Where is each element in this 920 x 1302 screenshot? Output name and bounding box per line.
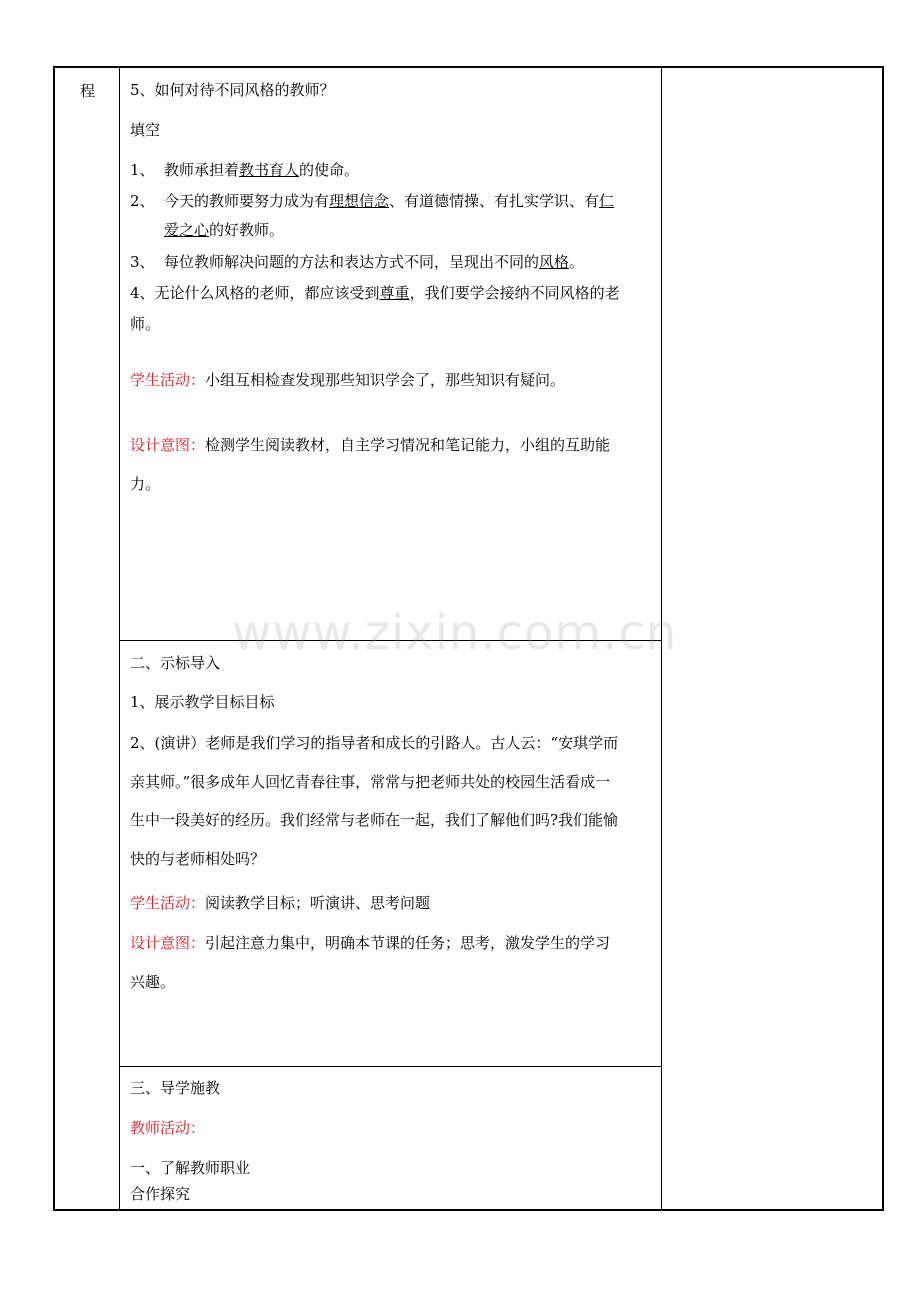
design-intent-1: 设计意图：检测学生阅读教材，自主学习情况和笔记能力，小组的互助能 (130, 436, 611, 454)
section-3-p1: 一、了解教师职业 (130, 1159, 251, 1177)
row-label: 程 (80, 82, 96, 100)
watermark: www.zixin.com.cn (232, 605, 678, 661)
design-intent-2: 设计意图：引起注意力集中，明确本节课的任务；思考，激发学生的学习 (130, 934, 611, 952)
speech-line-2: 亲其师。”很多成年人回忆青春往事，常常与把老师共处的校园生活看成一 (130, 773, 611, 791)
teacher-activity-label: 教师活动： (130, 1119, 206, 1137)
section-2-title: 二、示标导入 (130, 654, 221, 672)
fill-item-2-cont: 爱之心的好教师。 (164, 221, 285, 239)
design-intent-2-cont: 兴趣。 (130, 973, 176, 991)
fill-item-4-cont: 师。 (130, 315, 161, 333)
row-divider-2 (119, 1066, 661, 1067)
speech-line-1: 2、(演讲）老师是我们学习的指导者和成长的引路人。古人云：“安琪学而 (130, 734, 619, 752)
speech-line-3: 生中一段美好的经历。我们经常与老师在一起，我们了解他们吗?我们能愉 (130, 811, 619, 829)
speech-line-4: 快的与老师相处吗？ (130, 850, 266, 868)
student-activity-1: 学生活动：小组互相检查发现那些知识学会了，那些知识有疑问。 (130, 371, 566, 389)
section-3-title: 三、导学施教 (130, 1079, 221, 1097)
section-3-p2: 合作探究 (130, 1185, 191, 1203)
question-5: 5、如何对待不同风格的教师？ (130, 81, 335, 99)
fill-item-2: 2、 今天的教师要努力成为有理想信念、有道德情操、有扎实学识、有仁 (130, 192, 615, 210)
student-activity-2: 学生活动：阅读教学目标；听演讲、思考问题 (130, 894, 431, 912)
fill-item-3: 3、 每位教师解决问题的方法和表达方式不同，呈现出不同的风格。 (130, 253, 585, 271)
design-intent-1-cont: 力。 (130, 475, 161, 493)
column-divider-left (119, 68, 120, 1209)
fill-item-4: 4、无论什么风格的老师，都应该受到尊重，我们要学会接纳不同风格的老 (130, 284, 620, 302)
fill-item-1: 1、 教师承担着教书育人的使命。 (130, 161, 360, 179)
objectives-p1: 1、展示教学目标目标 (130, 693, 275, 711)
fill-title: 填空 (130, 121, 161, 139)
